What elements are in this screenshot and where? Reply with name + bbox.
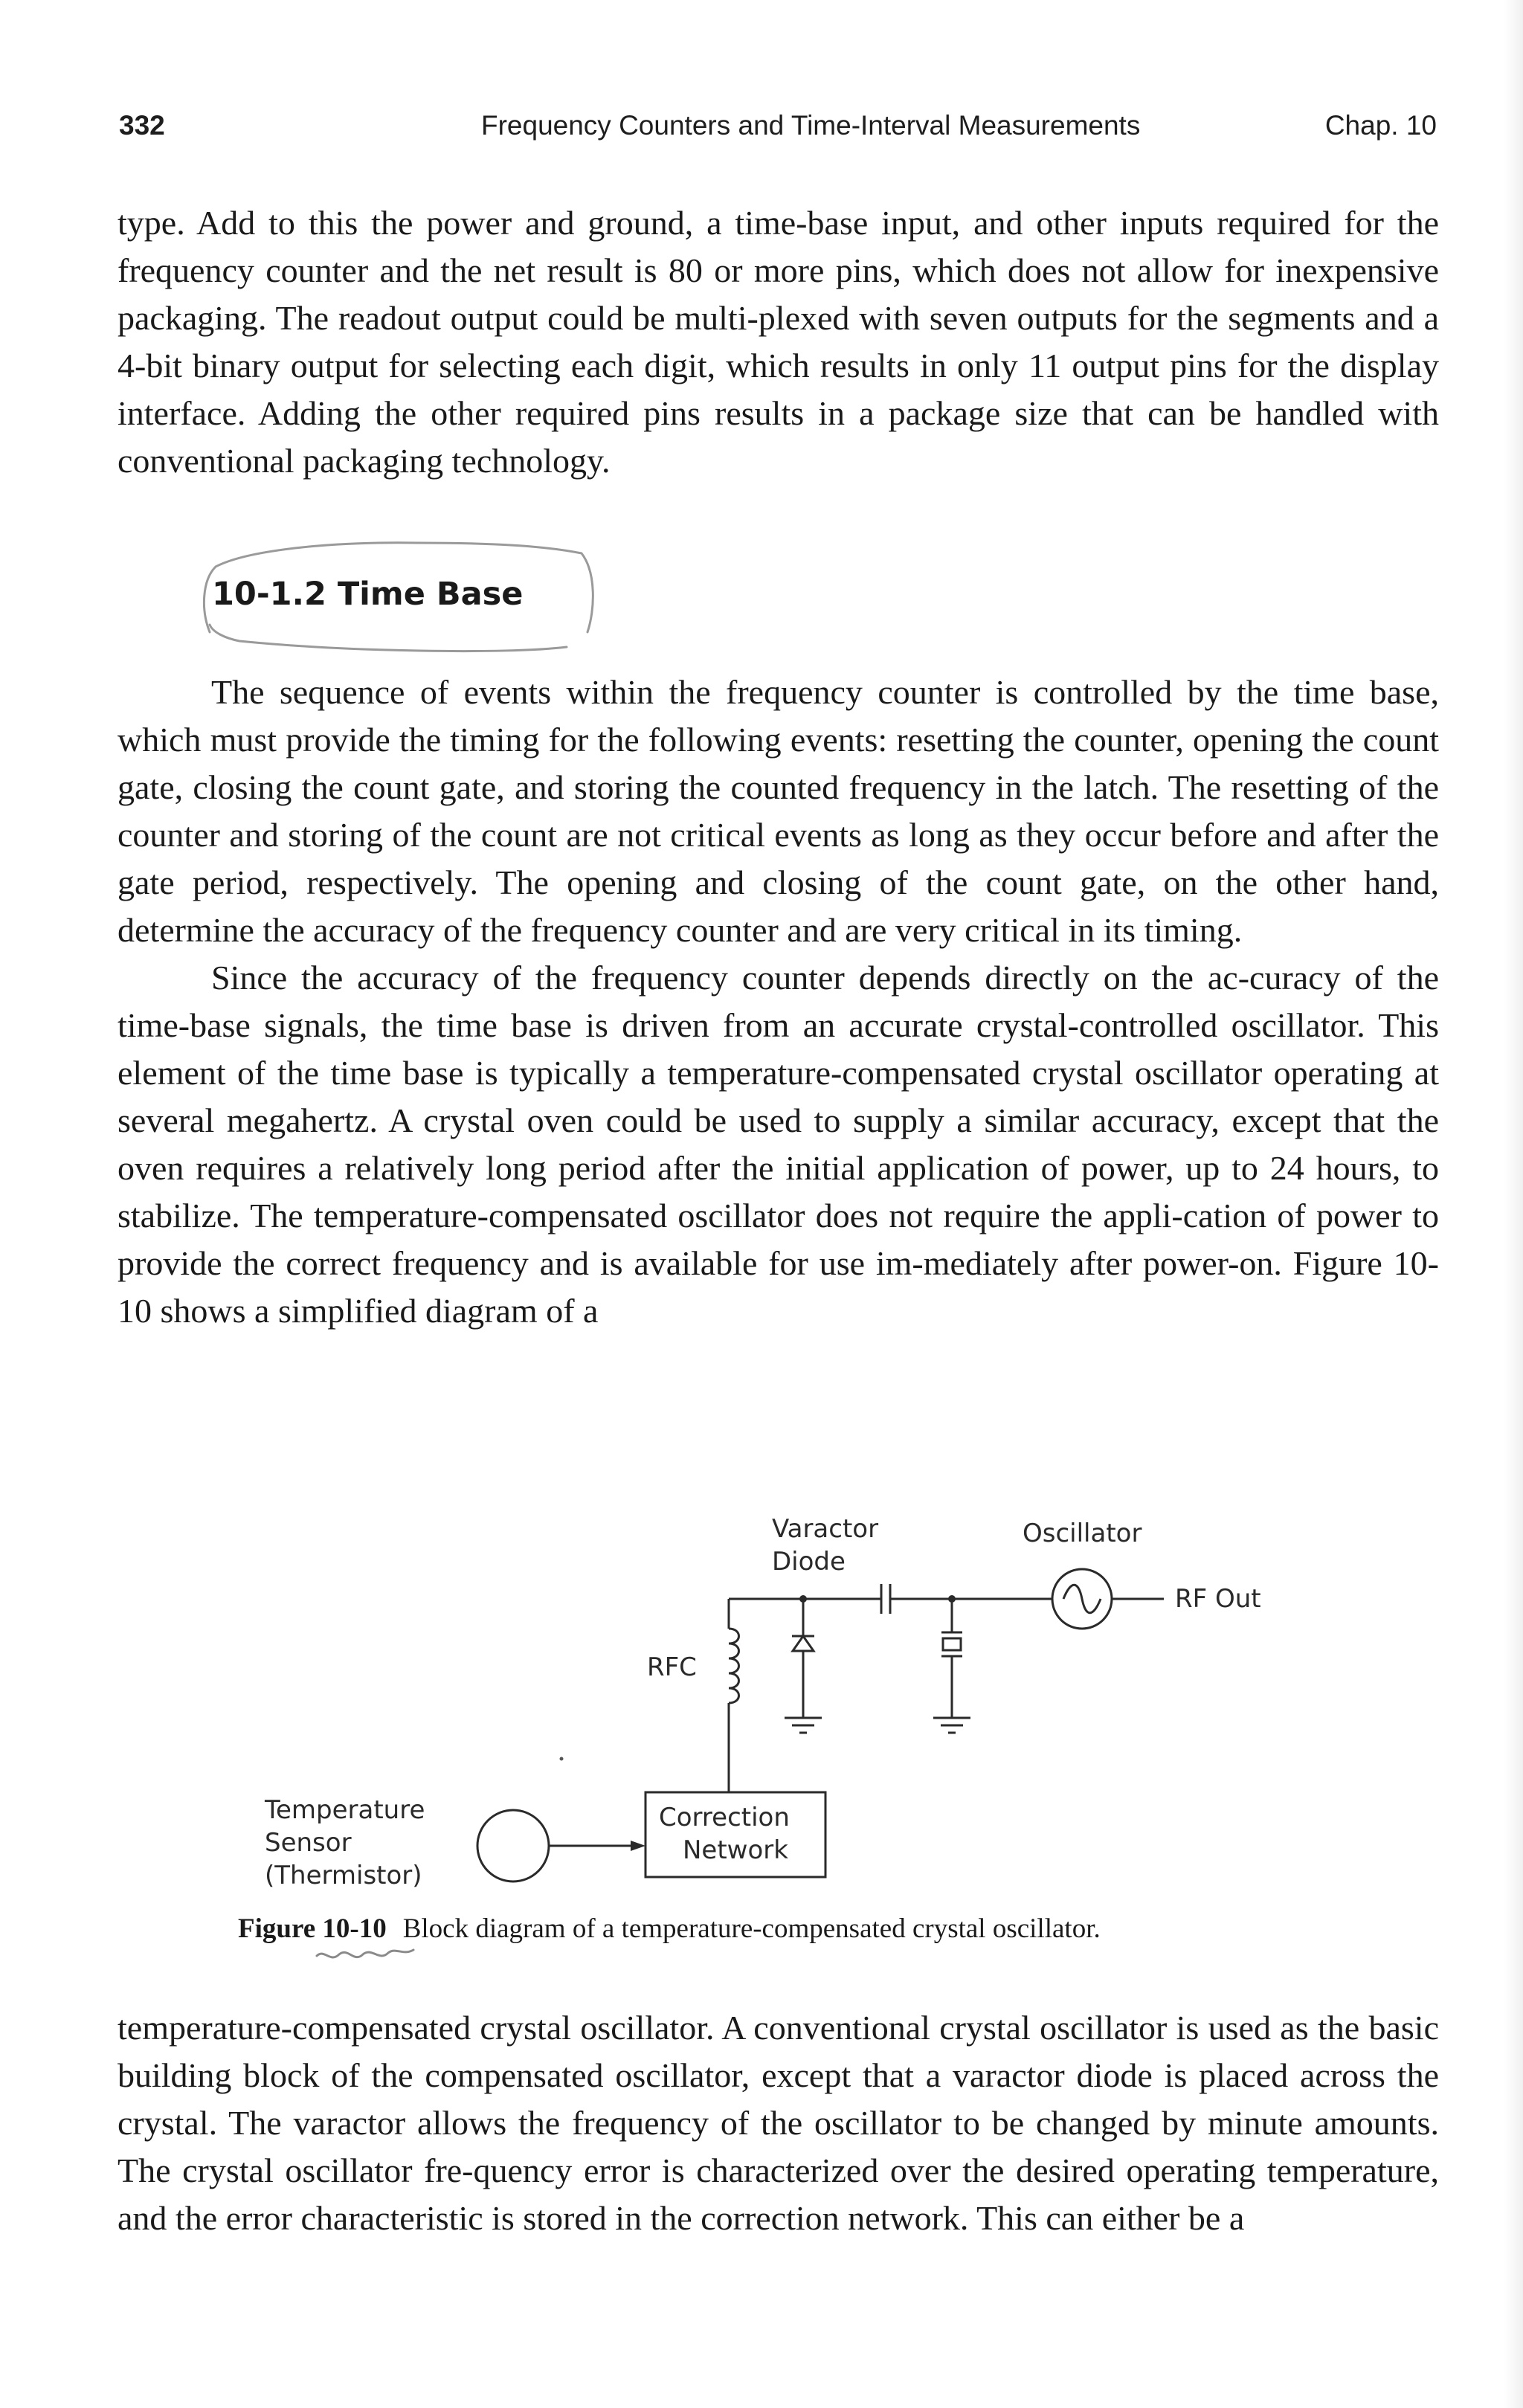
thermistor-circle	[477, 1810, 549, 1881]
label-network: Network	[683, 1835, 788, 1865]
diode-triangle-icon	[793, 1636, 814, 1651]
rfc-coil-icon	[729, 1629, 739, 1703]
caption-label: Figure 10-10	[238, 1913, 387, 1944]
label-rf-out: RF Out	[1175, 1584, 1261, 1614]
page-number: 332	[119, 110, 165, 141]
section-heading: 10-1.2 Time Base	[212, 576, 524, 613]
running-title: Frequency Counters and Time-Interval Measurements	[481, 110, 1141, 141]
chapter-label: Chap. 10	[1324, 110, 1437, 141]
pencil-underline-annotation	[314, 1944, 418, 1966]
label-correction: Correction	[659, 1803, 790, 1832]
junction-dot-diode	[799, 1595, 807, 1603]
figure-tcxo-block-diagram	[223, 1502, 1339, 1919]
label-sensor: Sensor	[265, 1828, 352, 1858]
paragraph-accuracy: Since the accuracy of the frequency counter depends directly on the ac-curacy of the time-base signals, the time base is driven from an accurate crystal-controlled oscillator. This element of the time base is typically a temperature-compensated crystal oscillator operating at several megahertz. A crystal oven could be used to supply a similar accuracy, except that the oven requires a relatively long period after the initial application of power, up to 24 hours, to stabilize. The temperature-compensated oscillator does not require the appli-cation of power to provide the correct frequency and is available for use im-mediately after power-on. Figure 10-10 shows a simplified diagram of a	[117, 959, 1439, 1330]
label-diode: Diode	[772, 1547, 846, 1577]
label-temperature: Temperature	[265, 1795, 425, 1825]
label-oscillator: Oscillator	[1023, 1519, 1142, 1548]
junction-dot-crystal	[948, 1595, 956, 1603]
paragraph-continued: type. Add to this the power and ground, a time-base input, and other inputs required for the frequency counter and the net result is 80 or more pins, which does not allow for inexpensive packaging. The readout output could be multi-plexed with seven outputs for the segments and a 4-bit binary output for selecting each digit, which results in only 11 output pins for the display interface. Adding the other required pins results in a package size that can be handled with conventional packaging technology.	[117, 204, 1439, 480]
label-varactor: Varactor	[772, 1514, 879, 1544]
arrow-head-icon	[631, 1841, 645, 1851]
sine-wave-icon	[1063, 1585, 1101, 1613]
body-text-top	[117, 199, 1439, 485]
paragraph-tcxo: temperature-compensated crystal oscillator. A conventional crystal oscillator is used as the basic building block of the compensated oscillator, except that a varactor diode is placed across the crystal. The varactor allows the frequency of the oscillator to be changed by minute amounts. The crystal oscillator fre-quency error is characterized over the desired operating temperature, and the error characteristic is stored in the correction network. This can either be a	[117, 2009, 1439, 2237]
crystal-body-icon	[943, 1638, 961, 1650]
body-text-bottom	[117, 2004, 1439, 2242]
label-thermistor: (Thermistor)	[265, 1861, 422, 1890]
body-text-middle	[117, 669, 1439, 1335]
page-edge-shadow	[1504, 0, 1523, 2408]
label-rfc: RFC	[647, 1652, 697, 1682]
figure-caption	[238, 1913, 1101, 1945]
stray-dot	[560, 1757, 564, 1761]
paragraph-time-base: The sequence of events within the frequency counter is controlled by the time base, which must provide the timing for the following events: resetting the counter, opening the count gate, closing the count gate, and storing the counted frequency in the latch. The resetting of the counter and storing of the count are not critical events as long as they occur before and after the gate period, respectively. The opening and closing of the count gate, on the other hand, determine the accuracy of the frequency counter and are very critical in its timing.	[117, 673, 1439, 949]
caption-text: Block diagram of a temperature-compensated crystal oscillator.	[402, 1913, 1101, 1944]
running-header	[119, 110, 1437, 149]
